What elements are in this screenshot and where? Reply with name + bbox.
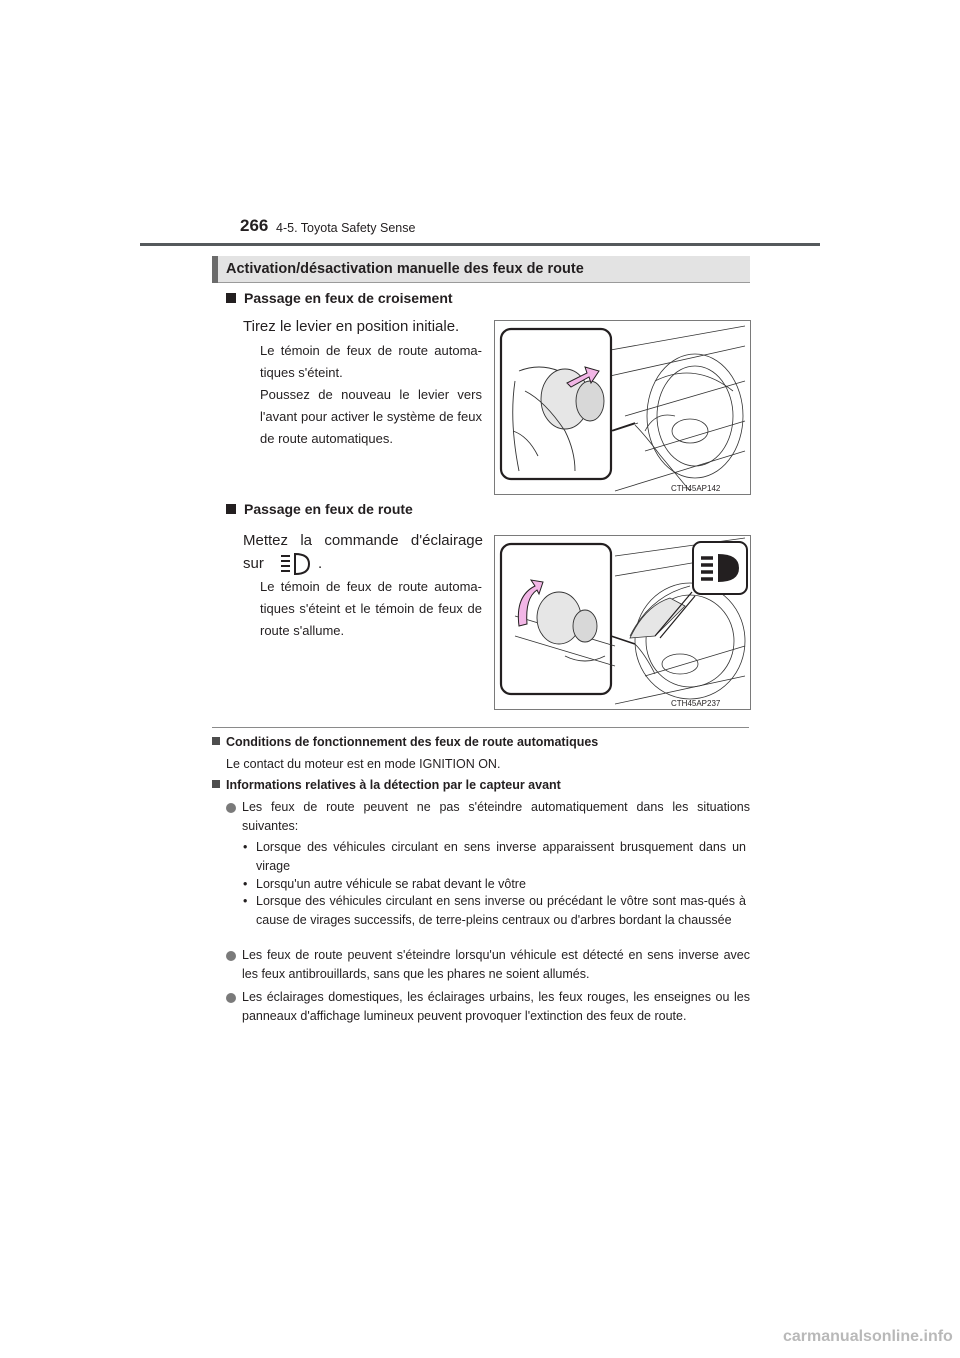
- sub-bullet-marker: •: [243, 840, 248, 854]
- low-beam-heading: [226, 290, 453, 306]
- bullet-dot-icon: [226, 803, 236, 813]
- high-beam-heading: [226, 501, 413, 517]
- sensor-bullet-1: Les feux de route peuvent ne pas s'éteindre automatiquement dans les situations suivantes:: [242, 800, 750, 833]
- section-divider: [212, 727, 749, 728]
- sensor-sub-3: Lorsque des véhicules circulant en sens inverse ou précédant le vôtre sont mas-qués à cause de virages successifs, de terre-pleins centraux ou d'arbres bordant la chaussée: [256, 894, 746, 927]
- page-number: 266: [240, 216, 269, 235]
- high-beam-instruction: Mettez la commande d'éclairage: [243, 532, 483, 549]
- low-beam-instruction: Tirez le levier en position initiale.: [243, 318, 460, 335]
- section-accent: [212, 256, 218, 283]
- square-bullet-icon: [212, 737, 220, 745]
- figure-code-2: CTH45AP237: [671, 699, 721, 708]
- sensor-sub-2: Lorsqu'un autre véhicule se rabat devant le vôtre: [256, 877, 526, 891]
- high-beam-instruction-end: .: [318, 555, 323, 572]
- low-beam-note-2: Poussez de nouveau le levier vers l'avant pour activer le système de feux de route automatiques.: [260, 387, 482, 446]
- sensor-bullet-3: Les éclairages domestiques, les éclairages urbains, les feux rouges, les enseignes ou les panneaux d'affichage lumineux peuvent provoquer l'extinction des feux de route.: [242, 990, 750, 1023]
- figure-code-1: CTH45AP142: [671, 484, 721, 493]
- bullet-dot-icon: [226, 993, 236, 1003]
- header-rule: [140, 243, 820, 246]
- conditions-heading: [212, 735, 598, 749]
- sub-bullet-marker: •: [243, 877, 248, 891]
- conditions-text: Le contact du moteur est en mode IGNITION ON.: [226, 757, 501, 771]
- low-beam-heading-text: Passage en feux de croisement: [244, 290, 453, 306]
- bullet-dot-icon: [226, 951, 236, 961]
- low-beam-figure: [494, 320, 751, 495]
- sensor-bullet-2: Les feux de route peuvent s'éteindre lorsqu'un véhicule est détecté en sens inverse avec les feux antibrouillards, sans que les phares ne soient allumés.: [242, 948, 750, 981]
- sensor-sub-1: Lorsque des véhicules circulant en sens inverse apparaissent brusquement dans un virage: [256, 840, 746, 873]
- watermark: carmanualsonline.info: [783, 1328, 953, 1345]
- high-beam-note: Le témoin de feux de route automa-tiques s'éteint et le témoin de feux de route s'allume.: [260, 579, 482, 638]
- chapter-title: 4-5. Toyota Safety Sense: [276, 221, 416, 235]
- high-beam-heading-text: Passage en feux de route: [244, 501, 413, 517]
- lever-pull-illustration: [495, 321, 750, 494]
- sensor-info-heading-text: Informations relatives à la détection par le capteur avant: [226, 778, 561, 792]
- high-beam-figure: [494, 535, 751, 710]
- section-header: [212, 256, 750, 283]
- lever-push-illustration: [495, 536, 750, 709]
- sub-bullet-marker: •: [243, 894, 248, 908]
- low-beam-note-1: Le témoin de feux de route automa-tiques s'éteint.: [260, 343, 482, 380]
- square-bullet-icon: [226, 504, 236, 514]
- sensor-info-heading: [212, 778, 561, 792]
- square-bullet-icon: [212, 780, 220, 788]
- high-beam-instruction-sur: sur: [243, 555, 264, 572]
- section-title: Activation/désactivation manuelle des feux de route: [226, 261, 584, 277]
- conditions-heading-text: Conditions de fonctionnement des feux de route automatiques: [226, 735, 599, 749]
- square-bullet-icon: [226, 293, 236, 303]
